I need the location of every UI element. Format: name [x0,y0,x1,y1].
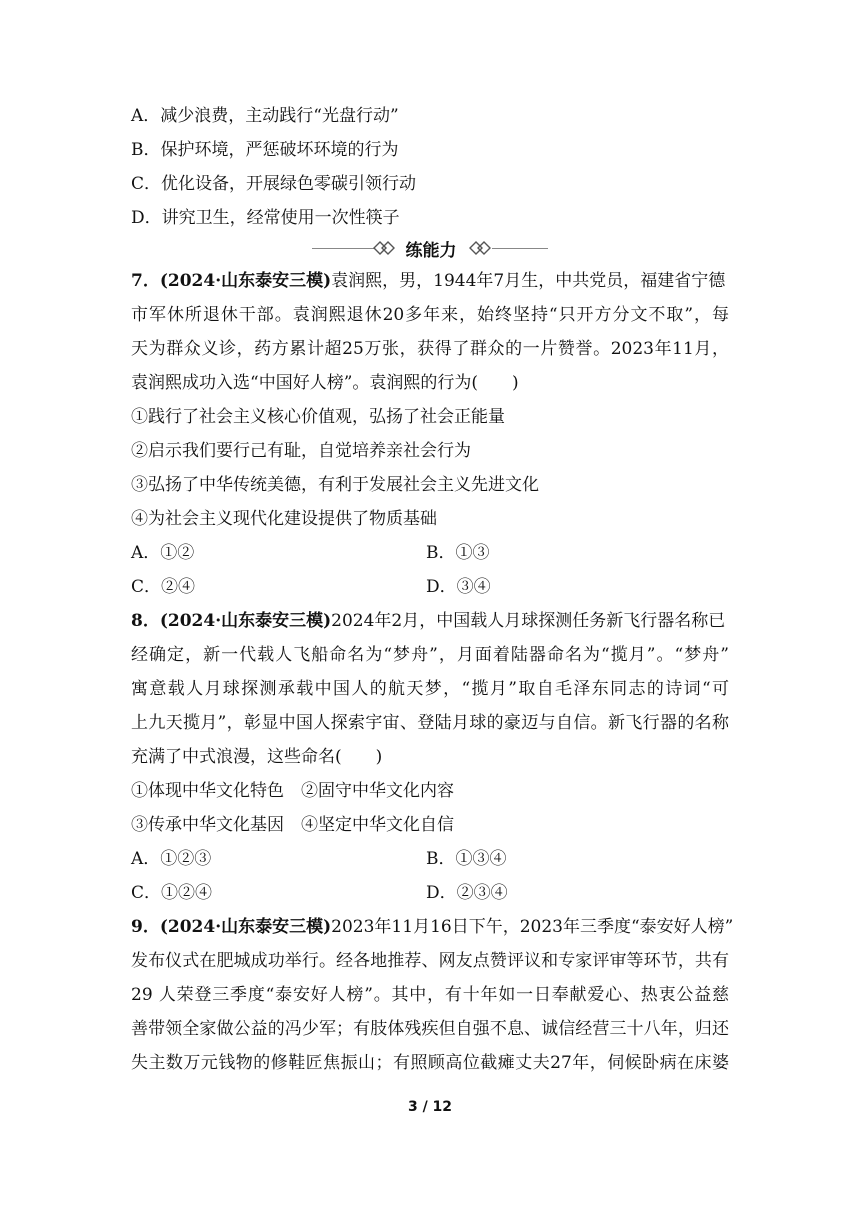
q7-statement: ④为社会主义现代化建设提供了物质基础 [131,509,437,529]
q8-stem-line: 寓意载人月球探测承载中国人的航天梦，“揽月”取自毛泽东同志的诗词“可 [131,679,729,699]
page-number: 3 / 12 [407,1099,453,1115]
q9-stem-line: 29 人荣登三季度“泰安好人榜”。其中，有十年如一日奉献爱心、热衷公益慈 [131,985,729,1005]
q8-option-b: B．①③④ [426,849,507,869]
q7-statement: ②启示我们要行己有耻，自觉培养亲社会行为 [131,441,471,461]
q8-option-c: C．①②④ [131,883,213,903]
q7-stem-line: 袁润熙成功入选“中国好人榜”。袁润熙的行为( ) [131,373,519,393]
q7-stem-line: 袁润熙，男，1944年7月生，中共党员，福建省宁德 [331,271,726,291]
section-title: 练能力 [405,241,457,261]
q7-stem-line: 天为群众义诊，药方累计超25万张，获得了群众的一片赞誉。2023年11月， [131,339,729,359]
banner-rule-left [312,248,374,249]
q7-source: (2024·山东泰安三模) [159,271,332,291]
q8-stem-line: 充满了中式浪漫，这些命名( ) [131,747,383,767]
q8-statement: ①体现中华文化特色 ②固守中华文化内容 [131,781,454,801]
q7-statement: ①践行了社会主义核心价值观，弘扬了社会正能量 [131,407,505,427]
q8-statement: ③传承中华文化基因 ④坚定中华文化自信 [131,815,454,835]
q8-number: 8． [131,611,160,631]
q8-option-a: A．①②③ [131,849,212,869]
q6-option-a: A．减少浪费，主动践行“光盘行动” [131,106,399,126]
q8-stem-line: 上九天揽月”，彰显中国人探索宇宙、登陆月球的豪迈与自信。新飞行器的名称 [131,713,729,733]
q7-first-line [131,270,725,292]
q9-number: 9． [131,917,160,937]
q7-statement: ③弘扬了中华传统美德，有利于发展社会主义先进文化 [131,475,539,495]
q9-first-line [131,916,733,938]
q9-stem-line: 2023年11月16日下午，2023年三季度“泰安好人榜” [331,917,734,937]
q8-option-d: D．②③④ [426,883,508,903]
q7-option-c: C．②④ [131,577,196,597]
q7-option-b: B．①③ [426,543,490,563]
q7-stem-line: 市军休所退休干部。袁润熙退休20多年来，始终坚持“只开方分文不取”，每 [131,305,729,325]
diamond-ornament-icon [372,239,400,257]
q7-option-a: A．①② [131,543,195,563]
q9-stem-line: 失主数万元钱物的修鞋匠焦振山；有照顾高位截瘫丈夫27年，伺候卧病在床婆 [131,1053,729,1073]
q8-first-line [131,610,725,632]
q9-stem-line: 发布仪式在肥城成功举行。经各地推荐、网友点赞评议和专家评审等环节，共有 [131,951,729,971]
banner-rule-right [492,248,548,249]
q9-source: (2024·山东泰安三模) [159,917,332,937]
section-banner [300,234,560,262]
q6-option-d: D．讲究卫生，经常使用一次性筷子 [131,208,400,228]
q8-stem-line: 经确定，新一代载人飞船命名为“梦舟”，月面着陆器命名为“揽月”。“梦舟” [131,645,729,665]
q6-option-c: C．优化设备，开展绿色零碳引领行动 [131,174,417,194]
diamond-ornament-icon [464,239,492,257]
q7-option-d: D．③④ [426,577,491,597]
q8-source: (2024·山东泰安三模) [159,611,332,631]
q9-stem-line: 善带领全家做公益的冯少军；有肢体残疾但自强不息、诚信经营三十八年，归还 [131,1019,729,1039]
q7-number: 7． [131,271,160,291]
q6-option-b: B．保护环境，严惩破坏环境的行为 [131,140,399,160]
q8-stem-line: 2024年2月，中国载人月球探测任务新飞行器名称已 [331,611,726,631]
